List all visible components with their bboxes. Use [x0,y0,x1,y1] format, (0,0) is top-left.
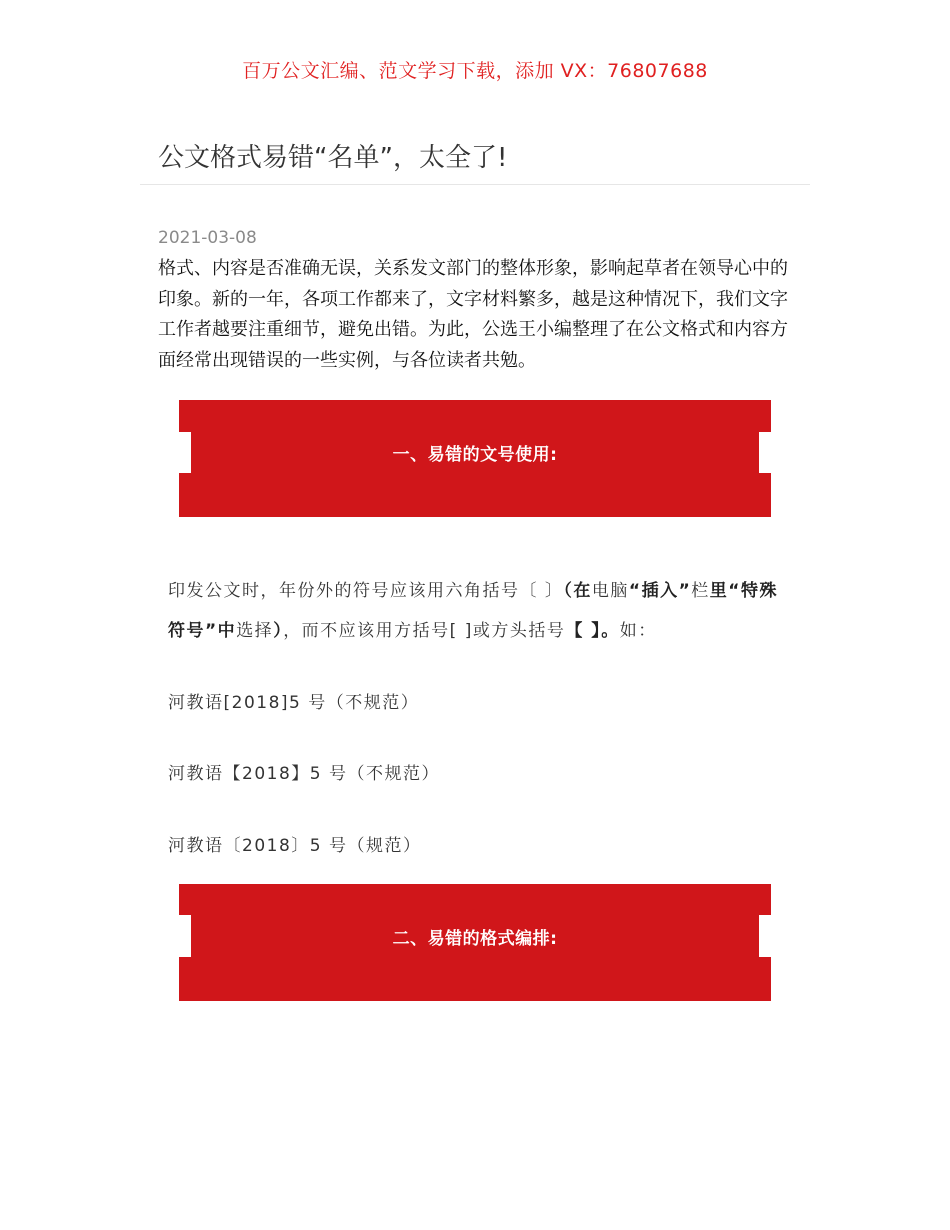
section-heading-text: 一、易错的文号使用: [392,445,558,465]
example-line: 河教语〔2018〕5 号（规范） [168,836,422,856]
intro-paragraph: 格式、内容是否准确无误，关系发文部门的整体形象，影响起草者在领导心中的印象。新的一年，各项工作都来了，文字材料繁多，越是这种情况下，我们文字工作者越要注重细节，避免出错。为此，公选王小编整理了在公文格式和内容方面经常出现错误的一些实例，与各位读者共勉。 [158,258,788,371]
rule-bold-text: （在 [563,581,592,601]
rule-bold-text: 里“特殊符号”中 [168,581,778,641]
banner-band-top [179,400,771,432]
promo-banner: 百万公文汇编、范文学习下载，添加 VX：76807688 [242,60,708,82]
title-divider [140,184,810,185]
banner-band-top [179,884,771,915]
rule-text: 选择 [236,621,274,641]
section-heading-banner [179,400,771,517]
rule-paragraph [168,571,788,651]
rule-text: 栏 [691,581,710,601]
example-line: 河教语[2018]5 号（不规范） [168,693,420,713]
banner-band-middle [191,915,759,957]
banner-band-bottom [179,957,771,1001]
rule-text: 电脑 [591,581,629,601]
section-heading-text: 二、易错的格式编排: [392,928,558,949]
banner-band-bottom [179,473,771,517]
publish-date: 2021-03-08 [158,228,257,248]
section-heading-banner [179,884,771,1001]
banner-band-middle [191,432,759,473]
rule-text: 如： [619,621,657,641]
example-line: 河教语【2018】5 号（不规范） [168,764,440,784]
rule-text: 印发公文时，年份外的符号应该用六角括号〔 〕 [168,581,564,601]
rule-bold-text: “插入” [628,581,692,601]
rule-text: ，而不应该用方括号[ ]或方头括号 [283,621,566,641]
rule-bold-text: 【 】。 [565,621,620,641]
rule-bold-text: ） [273,621,284,641]
article-title: 公文格式易错“名单”，太全了! [158,143,508,173]
